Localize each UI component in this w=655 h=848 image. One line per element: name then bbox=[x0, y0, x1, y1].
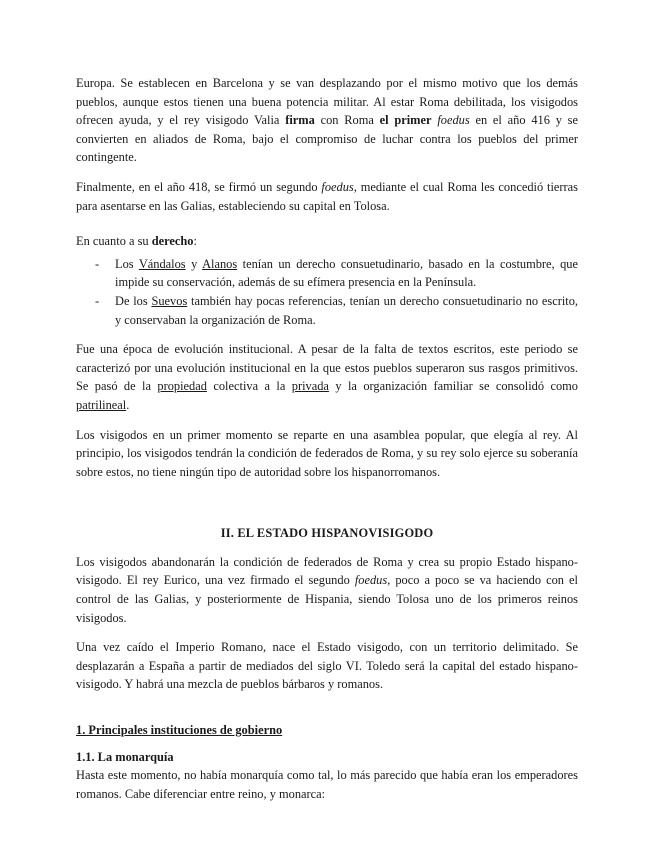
text-run: , poco a poco se va haciendo con el control de las Galias, y posteriormente de Hispania, siendo Tolosa uno de los primeros reinos visigodos. bbox=[76, 573, 578, 625]
text-run: . bbox=[126, 397, 130, 412]
text-run: En cuanto a su bbox=[76, 234, 152, 249]
text-run: Finalmente, en el año 418, se firmó un segundo bbox=[76, 179, 322, 194]
underlined-run: propiedad bbox=[157, 379, 207, 394]
italic-run: foedus bbox=[437, 113, 470, 128]
underlined-run: patrilineal bbox=[76, 397, 127, 412]
text-run: : bbox=[193, 234, 197, 249]
text-run: Europa. Se establecen en Barcelona y se van desplazando por el mismo motivo que los demás pueblos, aunque estos tienen una buena potencia militar. Al estar Roma debilitada, los visigodos ofrecen ayuda, y el rey visigodo Valia bbox=[76, 76, 578, 128]
text-run: Fue una época de evolución institucional. A pesar de la falta de textos escritos, este periodo se caracterizó por una evolución institucional en la que estos pueblos superaron sus rasgos primitivos. Se pasó de la bbox=[76, 342, 578, 394]
text-run: también hay pocas referencias, tenían un derecho consuetudinario no escrito, y conservaban la organización de Roma. bbox=[115, 293, 578, 327]
paragraph-visigoth-alliance bbox=[76, 74, 578, 167]
paragraph-monarchy: Hasta este momento, no había monarquía como tal, lo más parecido que había eran los emperadores romanos. Cabe diferenciar entre reino, y monarca: bbox=[76, 768, 578, 801]
list-dash: - bbox=[95, 293, 100, 308]
document-page bbox=[76, 74, 578, 803]
text-run: y bbox=[185, 256, 203, 271]
bold-run: el primer bbox=[379, 113, 432, 128]
text-run: Los visigodos abandonarán la condición de federados de Roma y crea su propio Estado hispano-visigodo. El rey Eurico, una vez firmado el segundo bbox=[76, 554, 578, 588]
underlined-run: Suevos bbox=[151, 293, 188, 308]
paragraph-hispano-visigoth-state bbox=[76, 553, 578, 627]
bold-run: derecho bbox=[151, 234, 194, 249]
bold-run: firma bbox=[285, 113, 315, 128]
text-run: colectiva a la bbox=[206, 379, 292, 394]
underlined-run: Alanos bbox=[202, 256, 238, 271]
paragraph-derecho-intro bbox=[76, 232, 578, 251]
italic-run: foedus bbox=[354, 573, 388, 588]
text-run: con Roma bbox=[314, 113, 380, 128]
text-run: en el año 416 y se convierten en aliados de Roma, bajo el compromiso de luchar contra los pueblos del primer contingente. bbox=[76, 113, 579, 165]
section-heading: II. EL ESTADO HISPANOVISIGODO bbox=[220, 526, 434, 541]
list-item bbox=[76, 292, 578, 329]
text-run: De los bbox=[115, 293, 152, 308]
text-run: tenían un derecho consuetudinario, basado en la costumbre, que impide su conservación, además de su efímera presencia en la Península. bbox=[115, 256, 578, 290]
list-item bbox=[76, 255, 578, 292]
underlined-run: privada bbox=[291, 379, 329, 394]
text-run: , mediante el cual Roma les concedió tierras para asentarse en las Galias, estableciendo su capital en Tolosa. bbox=[76, 179, 578, 213]
derecho-list bbox=[76, 255, 578, 329]
text-run: Los bbox=[115, 256, 139, 271]
underlined-run: Vándalos bbox=[138, 256, 186, 271]
paragraph-second-foedus bbox=[76, 178, 578, 215]
paragraph-institutional-evolution bbox=[76, 340, 578, 414]
paragraph-visigoth-state-born: Una vez caído el Imperio Romano, nace el Estado visigodo, con un territorio delimitado. Se desplazarán a España a partir de mediados del siglo VI. Toledo será la capital del estado hispano-visigodo. Y habrá una mezcla de pueblos bárbaros y romanos. bbox=[76, 640, 578, 692]
subheading-institutions: 1. Principales instituciones de gobierno bbox=[76, 723, 283, 738]
subheading-monarchy: 1.1. La monarquía bbox=[76, 749, 174, 764]
text-run: y la organización familiar se consolidó como bbox=[328, 379, 578, 394]
italic-run: foedus bbox=[321, 179, 354, 194]
paragraph-popular-assembly: Los visigodos en un primer momento se reparte en una asamblea popular, que elegía al rey. Al principio, los visigodos tendrán la condición de federados de Roma, y su rey solo ejerce su soberanía sobre estos, no tiene ningún tipo de autoridad sobre los hispanorromanos. bbox=[76, 427, 578, 479]
list-dash: - bbox=[95, 256, 100, 271]
